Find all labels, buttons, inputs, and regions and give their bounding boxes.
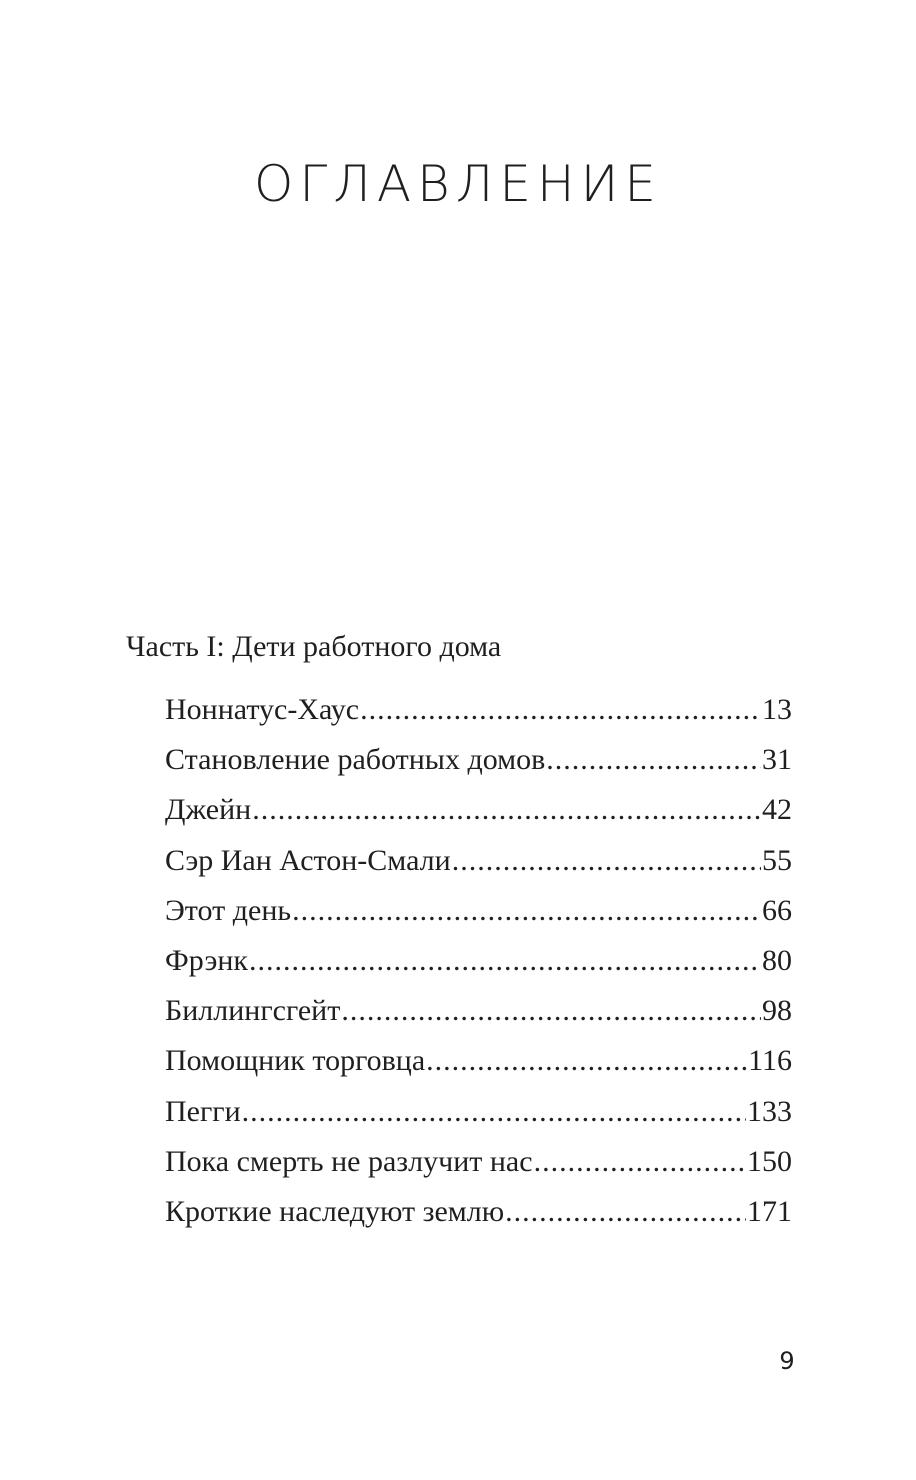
toc-entry-title: Этот день <box>165 893 292 927</box>
dot-leader <box>249 944 761 978</box>
toc-entry-title: Кроткие наследуют землю <box>165 1194 505 1228</box>
toc-entry-page: 150 <box>747 1144 792 1178</box>
dot-leader <box>360 693 761 727</box>
toc-entry <box>165 1095 792 1145</box>
dot-leader <box>341 994 761 1028</box>
toc-entry-title: Фрэнк <box>165 943 248 977</box>
toc-entry-page: 31 <box>762 743 792 777</box>
toc-entry-title: Помощник торговца <box>165 1044 426 1078</box>
toc-entry-title: Пегги <box>165 1094 241 1128</box>
toc-entry <box>165 994 792 1044</box>
toc-entry-title: Сэр Иан Астон-Смали <box>165 843 451 877</box>
toc-entry-page: 42 <box>762 793 792 827</box>
toc-entry <box>165 1044 792 1094</box>
dot-leader <box>242 1095 746 1129</box>
toc-entry <box>165 793 792 843</box>
dot-leader <box>534 1145 746 1179</box>
toc-entry-title: Биллингсгейт <box>165 994 341 1028</box>
toc-entry-page: 133 <box>747 1094 792 1128</box>
page-number: 9 <box>779 1347 795 1375</box>
part-heading: Часть I: Дети работного дома <box>126 630 502 663</box>
toc-entry <box>165 1195 792 1245</box>
toc-entry-page: 116 <box>748 1044 792 1078</box>
toc-entry-page: 13 <box>762 693 792 726</box>
dot-leader <box>252 793 761 827</box>
page-title: ОГЛАВЛЕНИЕ <box>254 155 662 213</box>
dot-leader <box>505 1195 746 1229</box>
toc-entry-page: 171 <box>747 1194 792 1228</box>
table-of-contents <box>165 693 792 1245</box>
toc-entry <box>165 894 792 944</box>
dot-leader <box>546 743 761 777</box>
dot-leader <box>292 894 761 928</box>
toc-entry <box>165 844 792 894</box>
toc-entry <box>165 1145 792 1195</box>
toc-entry <box>165 944 792 994</box>
toc-entry-title: Ноннатус-Хаус <box>165 693 360 726</box>
toc-entry <box>165 693 792 743</box>
toc-entry-page: 80 <box>762 943 792 977</box>
dot-leader <box>452 844 761 878</box>
dot-leader <box>426 1044 747 1078</box>
toc-entry-page: 98 <box>762 994 792 1028</box>
toc-entry-page: 55 <box>762 843 792 877</box>
toc-entry <box>165 743 792 793</box>
toc-entry-title: Джейн <box>165 793 252 827</box>
toc-entry-title: Становление работных домов <box>165 743 546 777</box>
toc-entry-page: 66 <box>762 893 792 927</box>
toc-entry-title: Пока смерть не разлучит нас <box>165 1144 533 1178</box>
